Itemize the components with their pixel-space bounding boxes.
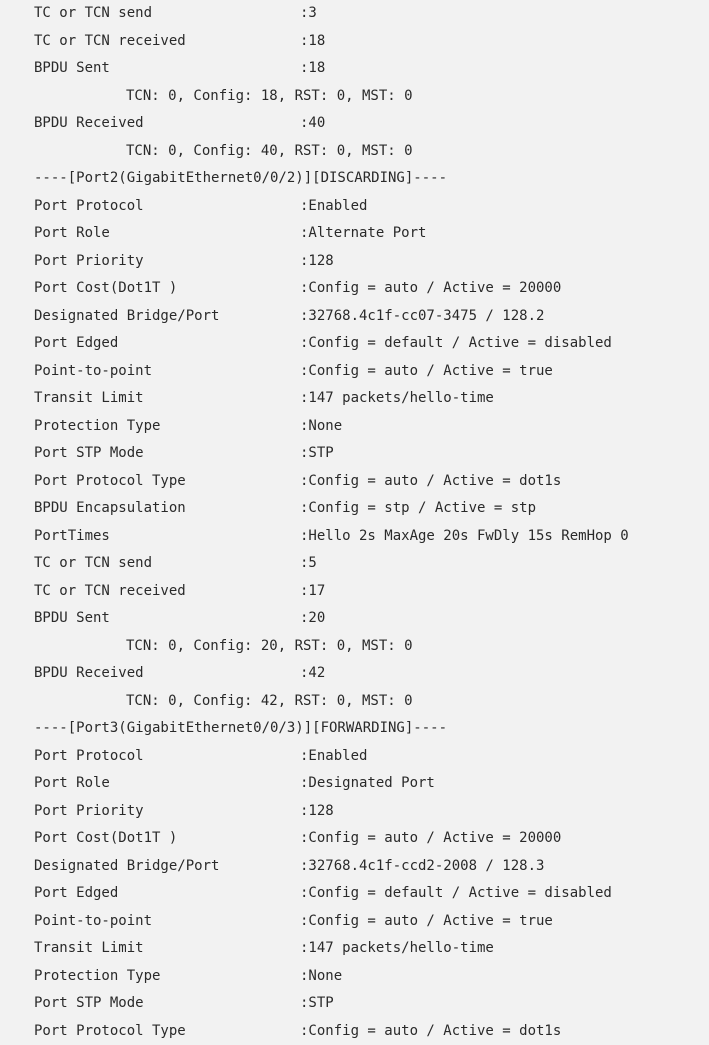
config-value: :Config = auto / Active = true [300,908,553,936]
config-key: BPDU Received [34,110,144,138]
config-key: Protection Type [34,413,160,441]
config-key: Port Protocol [34,193,144,221]
config-key: Port Protocol [34,743,144,771]
config-value: :STP [300,440,334,468]
config-value: :Config = auto / Active = 20000 [300,825,561,853]
config-value: :40 [300,110,325,138]
bpdu-counter-text: TCN: 0, Config: 40, RST: 0, MST: 0 [126,138,413,166]
config-key: Designated Bridge/Port [34,303,219,331]
port-header-text: ----[Port3(GigabitEthernet0/0/3)][FORWARDING]---- [34,715,447,743]
config-key: TC or TCN send [34,550,152,578]
config-key: Port STP Mode [34,990,144,1018]
config-key: BPDU Sent [34,605,110,633]
config-key: Port Edged [34,880,118,908]
config-value: :Config = auto / Active = dot1s [300,1018,561,1045]
config-key: Port Protocol Type [34,1018,186,1045]
bpdu-counter-text: TCN: 0, Config: 20, RST: 0, MST: 0 [126,633,413,661]
config-value: :Config = default / Active = disabled [300,880,612,908]
config-key: Port Cost(Dot1T ) [34,275,177,303]
config-value: :Enabled [300,743,367,771]
config-value: :147 packets/hello-time [300,385,494,413]
config-key: TC or TCN send [34,0,152,28]
config-value: :Config = stp / Active = stp [300,495,536,523]
config-key: Port Role [34,770,110,798]
config-key: BPDU Received [34,660,144,688]
config-key: TC or TCN received [34,28,186,56]
config-key: Transit Limit [34,935,144,963]
config-key: Point-to-point [34,908,152,936]
config-value: :147 packets/hello-time [300,935,494,963]
config-value: :Designated Port [300,770,435,798]
config-value: :5 [300,550,317,578]
config-key: Point-to-point [34,358,152,386]
config-key: Protection Type [34,963,160,991]
config-key: Port Priority [34,248,144,276]
config-key: Port Priority [34,798,144,826]
config-key: Port Protocol Type [34,468,186,496]
config-value: :18 [300,28,325,56]
config-key: TC or TCN received [34,578,186,606]
config-key: PortTimes [34,523,110,551]
config-value: :32768.4c1f-ccd2-2008 / 128.3 [300,853,544,881]
config-value: :17 [300,578,325,606]
config-key: BPDU Encapsulation [34,495,186,523]
config-key: BPDU Sent [34,55,110,83]
bpdu-counter-text: TCN: 0, Config: 42, RST: 0, MST: 0 [126,688,413,716]
config-value: :None [300,413,342,441]
config-key: Port Edged [34,330,118,358]
config-value: :128 [300,798,334,826]
config-value: :Config = auto / Active = 20000 [300,275,561,303]
config-value: :3 [300,0,317,28]
config-value: :STP [300,990,334,1018]
config-value: :128 [300,248,334,276]
bpdu-counter-text: TCN: 0, Config: 18, RST: 0, MST: 0 [126,83,413,111]
config-value: :42 [300,660,325,688]
config-key: Transit Limit [34,385,144,413]
config-key: Designated Bridge/Port [34,853,219,881]
config-value: :Hello 2s MaxAge 20s FwDly 15s RemHop 0 [300,523,629,551]
config-value: :Alternate Port [300,220,426,248]
config-value: :None [300,963,342,991]
config-value: :32768.4c1f-cc07-3475 / 128.2 [300,303,544,331]
config-key: Port STP Mode [34,440,144,468]
config-value: :Config = auto / Active = true [300,358,553,386]
config-key: Port Cost(Dot1T ) [34,825,177,853]
config-value: :Config = default / Active = disabled [300,330,612,358]
config-value: :18 [300,55,325,83]
config-value: :Enabled [300,193,367,221]
config-value: :Config = auto / Active = dot1s [300,468,561,496]
config-value: :20 [300,605,325,633]
config-key: Port Role [34,220,110,248]
port-header-text: ----[Port2(GigabitEthernet0/0/2)][DISCARDING]---- [34,165,447,193]
